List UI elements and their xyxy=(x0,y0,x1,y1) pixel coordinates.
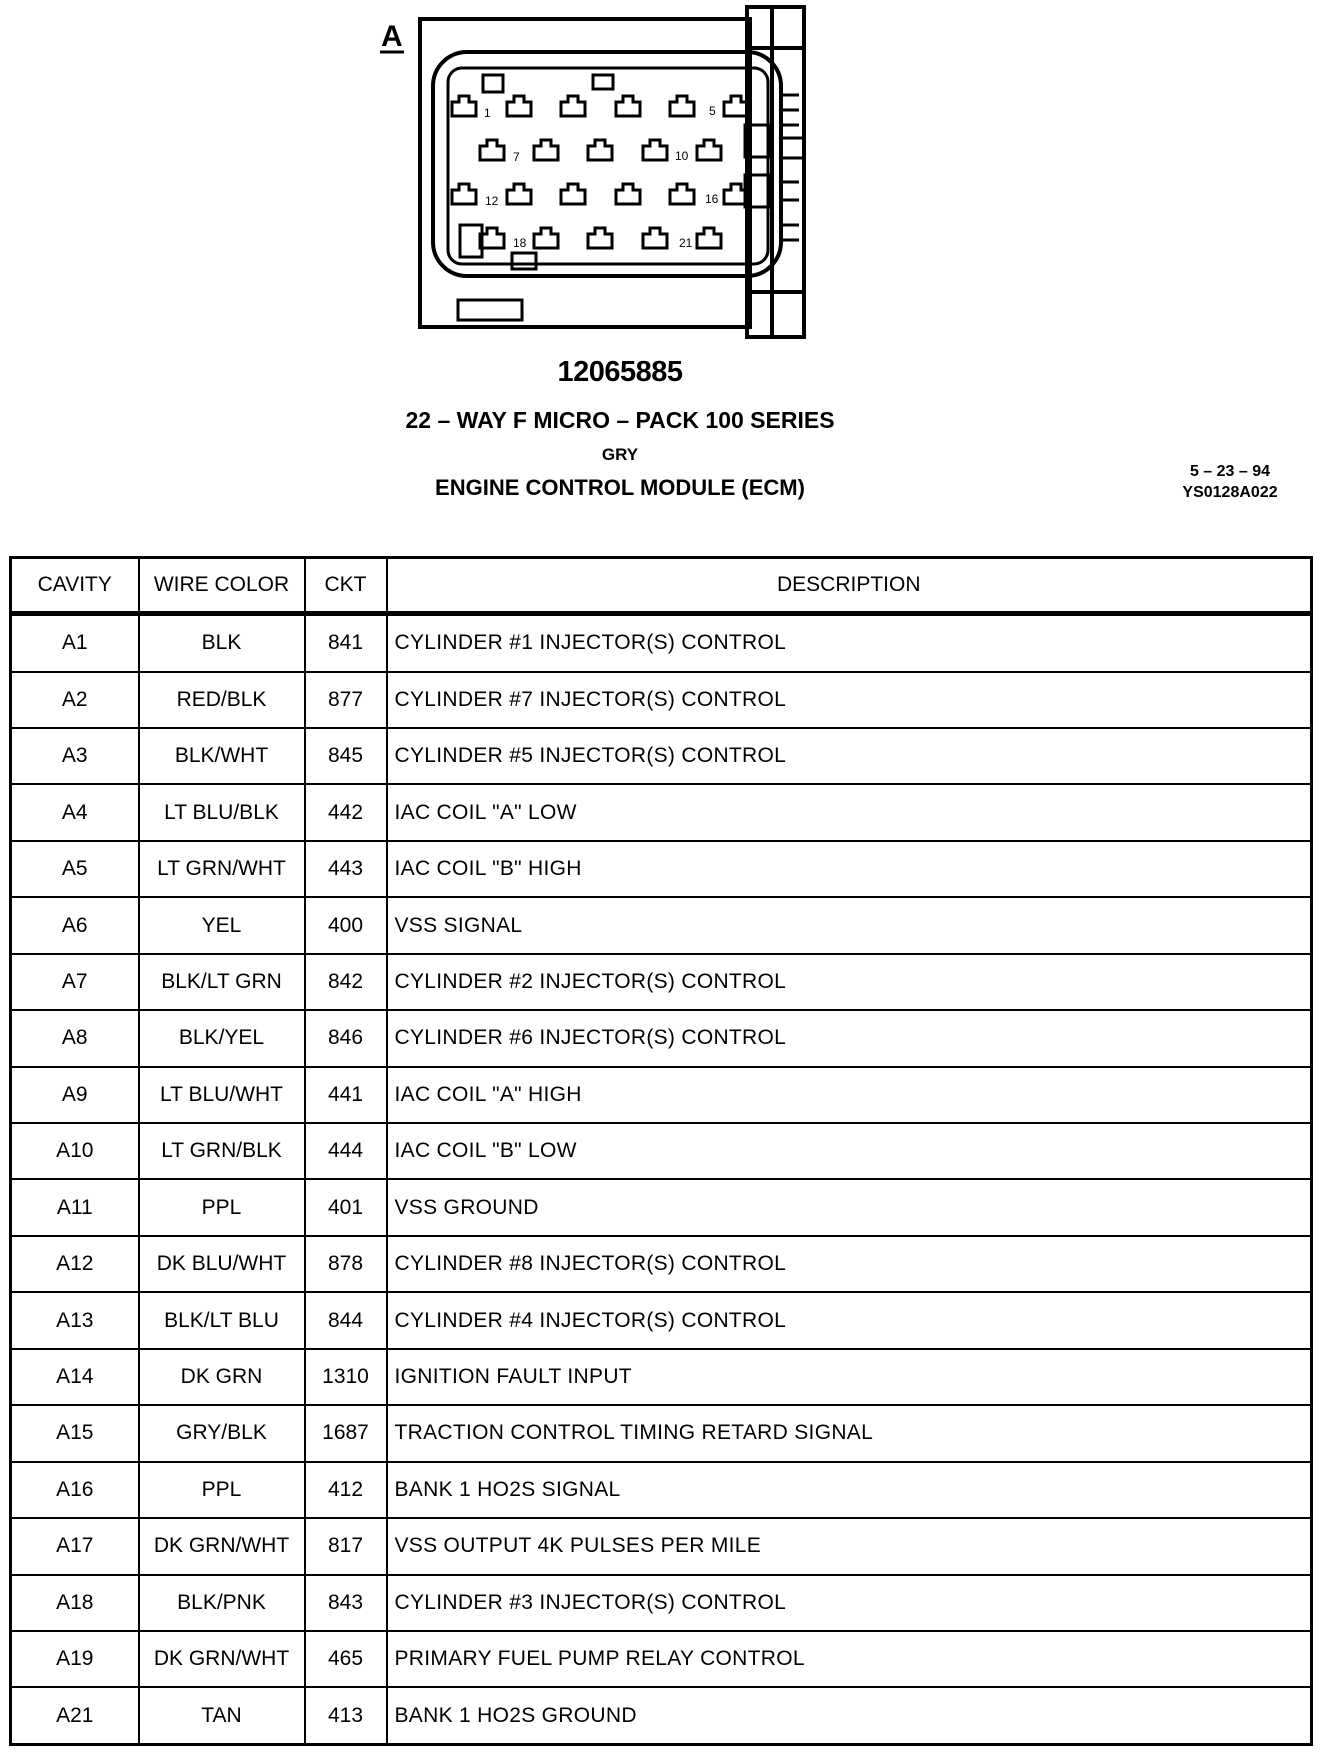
cell-ckt: 441 xyxy=(305,1067,387,1123)
table-row xyxy=(11,1518,1312,1574)
cell-ckt: 1687 xyxy=(305,1405,387,1461)
cell-description: VSS OUTPUT 4K PULSES PER MILE xyxy=(387,1518,1312,1574)
cell-wire-color: BLK/LT GRN xyxy=(139,954,305,1010)
cell-ckt: 842 xyxy=(305,954,387,1010)
pin-label: 16 xyxy=(705,192,719,206)
cell-wire-color: YEL xyxy=(139,897,305,953)
cell-description: IAC COIL "B" HIGH xyxy=(387,841,1312,897)
pin-label: 5 xyxy=(709,104,716,118)
cell-description: CYLINDER #8 INJECTOR(S) CONTROL xyxy=(387,1236,1312,1292)
cell-cavity: A12 xyxy=(11,1236,139,1292)
table-row xyxy=(11,841,1312,897)
pin-label: 12 xyxy=(485,194,499,208)
cell-ckt: 412 xyxy=(305,1462,387,1518)
cell-ckt: 1310 xyxy=(305,1349,387,1405)
terminal-pin xyxy=(561,184,585,204)
pin-label: 7 xyxy=(513,150,520,164)
cell-cavity: A8 xyxy=(11,1010,139,1066)
pin-label: 10 xyxy=(675,149,689,163)
terminal-pin xyxy=(507,184,531,204)
column-header-cavity: CAVITY xyxy=(11,558,139,614)
cell-cavity: A15 xyxy=(11,1405,139,1461)
table-row xyxy=(11,614,1312,672)
cell-ckt: 465 xyxy=(305,1631,387,1687)
column-header-ckt: CKT xyxy=(305,558,387,614)
cell-wire-color: BLK/LT BLU xyxy=(139,1292,305,1348)
cell-ckt: 846 xyxy=(305,1010,387,1066)
cell-cavity: A21 xyxy=(11,1687,139,1744)
cell-cavity: A2 xyxy=(11,672,139,728)
cell-cavity: A7 xyxy=(11,954,139,1010)
cell-cavity: A10 xyxy=(11,1123,139,1179)
cell-wire-color: LT GRN/WHT xyxy=(139,841,305,897)
table-row xyxy=(11,1631,1312,1687)
terminal-pin xyxy=(452,184,476,204)
connector-diagram xyxy=(0,0,1328,345)
cell-wire-color: PPL xyxy=(139,1179,305,1235)
diagram-code: YS0128A022 xyxy=(1182,484,1278,501)
terminal-pin xyxy=(697,228,721,248)
cell-ckt: 442 xyxy=(305,784,387,840)
cell-cavity: A4 xyxy=(11,784,139,840)
terminal-pin xyxy=(724,96,748,116)
table-row xyxy=(11,1123,1312,1179)
terminal-pin xyxy=(616,96,640,116)
diagram-date: 5 – 23 – 94 xyxy=(1189,463,1271,480)
cell-ckt: 843 xyxy=(305,1575,387,1631)
terminal-pin xyxy=(670,96,694,116)
terminal-pin xyxy=(670,184,694,204)
terminal-pin xyxy=(697,140,721,160)
cell-description: VSS SIGNAL xyxy=(387,897,1312,953)
cell-wire-color: BLK/WHT xyxy=(139,728,305,784)
cell-cavity: A18 xyxy=(11,1575,139,1631)
terminal-pin xyxy=(480,140,504,160)
cell-ckt: 877 xyxy=(305,672,387,728)
cell-description: CYLINDER #2 INJECTOR(S) CONTROL xyxy=(387,954,1312,1010)
table-row xyxy=(11,1349,1312,1405)
cell-ckt: 443 xyxy=(305,841,387,897)
column-header-description: DESCRIPTION xyxy=(387,558,1312,614)
pin-label: 1 xyxy=(484,106,491,120)
terminal-pin xyxy=(480,228,504,248)
cell-wire-color: LT GRN/BLK xyxy=(139,1123,305,1179)
cell-cavity: A6 xyxy=(11,897,139,953)
cell-cavity: A11 xyxy=(11,1179,139,1235)
cell-description: CYLINDER #4 INJECTOR(S) CONTROL xyxy=(387,1292,1312,1348)
cell-description: CYLINDER #7 INJECTOR(S) CONTROL xyxy=(387,672,1312,728)
table-row xyxy=(11,1236,1312,1292)
cell-cavity: A5 xyxy=(11,841,139,897)
table-row xyxy=(11,1179,1312,1235)
cell-wire-color: LT BLU/BLK xyxy=(139,784,305,840)
table-row xyxy=(11,897,1312,953)
table-row xyxy=(11,1405,1312,1461)
cell-cavity: A17 xyxy=(11,1518,139,1574)
table-header-row xyxy=(11,558,1312,614)
terminal-pin xyxy=(507,96,531,116)
table-row xyxy=(11,1067,1312,1123)
terminal-pin xyxy=(643,140,667,160)
cell-cavity: A16 xyxy=(11,1462,139,1518)
table-row xyxy=(11,672,1312,728)
part-number: 12065885 xyxy=(557,356,683,388)
terminal-pin xyxy=(588,140,612,160)
cell-description: BANK 1 HO2S GROUND xyxy=(387,1687,1312,1744)
cell-wire-color: BLK/PNK xyxy=(139,1575,305,1631)
cell-wire-color: RED/BLK xyxy=(139,672,305,728)
cell-description: TRACTION CONTROL TIMING RETARD SIGNAL xyxy=(387,1405,1312,1461)
terminal-pin xyxy=(588,228,612,248)
connector-type: 22 – WAY F MICRO – PACK 100 SERIES xyxy=(405,407,835,433)
cell-description: PRIMARY FUEL PUMP RELAY CONTROL xyxy=(387,1631,1312,1687)
table-row xyxy=(11,728,1312,784)
cell-description: CYLINDER #5 INJECTOR(S) CONTROL xyxy=(387,728,1312,784)
table-row xyxy=(11,1010,1312,1066)
cell-description: VSS GROUND xyxy=(387,1179,1312,1235)
cell-ckt: 401 xyxy=(305,1179,387,1235)
table-row xyxy=(11,1292,1312,1348)
terminal-pin xyxy=(561,96,585,116)
cell-ckt: 444 xyxy=(305,1123,387,1179)
cell-cavity: A14 xyxy=(11,1349,139,1405)
cell-wire-color: LT BLU/WHT xyxy=(139,1067,305,1123)
cell-description: IAC COIL "A" LOW xyxy=(387,784,1312,840)
cell-ckt: 413 xyxy=(305,1687,387,1744)
cell-wire-color: BLK/YEL xyxy=(139,1010,305,1066)
column-header-wire-color: WIRE COLOR xyxy=(139,558,305,614)
table-row xyxy=(11,1687,1312,1744)
cell-description: BANK 1 HO2S SIGNAL xyxy=(387,1462,1312,1518)
pin-label: 21 xyxy=(679,236,693,250)
cell-cavity: A9 xyxy=(11,1067,139,1123)
terminal-pin xyxy=(643,228,667,248)
cell-wire-color: DK BLU/WHT xyxy=(139,1236,305,1292)
cell-description: CYLINDER #3 INJECTOR(S) CONTROL xyxy=(387,1575,1312,1631)
connector-color: GRY xyxy=(601,445,639,464)
table-row xyxy=(11,954,1312,1010)
connector-view-label: A xyxy=(381,20,403,53)
cell-cavity: A3 xyxy=(11,728,139,784)
cell-ckt: 845 xyxy=(305,728,387,784)
table-row xyxy=(11,1462,1312,1518)
cell-wire-color: DK GRN/WHT xyxy=(139,1518,305,1574)
cell-cavity: A1 xyxy=(11,614,139,672)
cell-ckt: 817 xyxy=(305,1518,387,1574)
table-row xyxy=(11,784,1312,840)
terminal-pin xyxy=(534,228,558,248)
cell-ckt: 841 xyxy=(305,614,387,672)
cell-cavity: A13 xyxy=(11,1292,139,1348)
cell-ckt: 844 xyxy=(305,1292,387,1348)
terminal-pin xyxy=(616,184,640,204)
module-name: ENGINE CONTROL MODULE (ECM) xyxy=(435,475,805,500)
cell-wire-color: DK GRN xyxy=(139,1349,305,1405)
cell-description: IAC COIL "A" HIGH xyxy=(387,1067,1312,1123)
cell-wire-color: DK GRN/WHT xyxy=(139,1631,305,1687)
cell-wire-color: GRY/BLK xyxy=(139,1405,305,1461)
cell-cavity: A19 xyxy=(11,1631,139,1687)
table-row xyxy=(11,1575,1312,1631)
terminal-pin xyxy=(534,140,558,160)
cell-description: CYLINDER #1 INJECTOR(S) CONTROL xyxy=(387,614,1312,672)
cell-description: CYLINDER #6 INJECTOR(S) CONTROL xyxy=(387,1010,1312,1066)
cell-wire-color: TAN xyxy=(139,1687,305,1744)
cell-ckt: 878 xyxy=(305,1236,387,1292)
cell-wire-color: BLK xyxy=(139,614,305,672)
cell-description: IAC COIL "B" LOW xyxy=(387,1123,1312,1179)
terminal-pin xyxy=(452,96,476,116)
cavity-table xyxy=(9,556,1313,1746)
cell-description: IGNITION FAULT INPUT xyxy=(387,1349,1312,1405)
cell-wire-color: PPL xyxy=(139,1462,305,1518)
cell-ckt: 400 xyxy=(305,897,387,953)
pin-label: 18 xyxy=(513,236,527,250)
